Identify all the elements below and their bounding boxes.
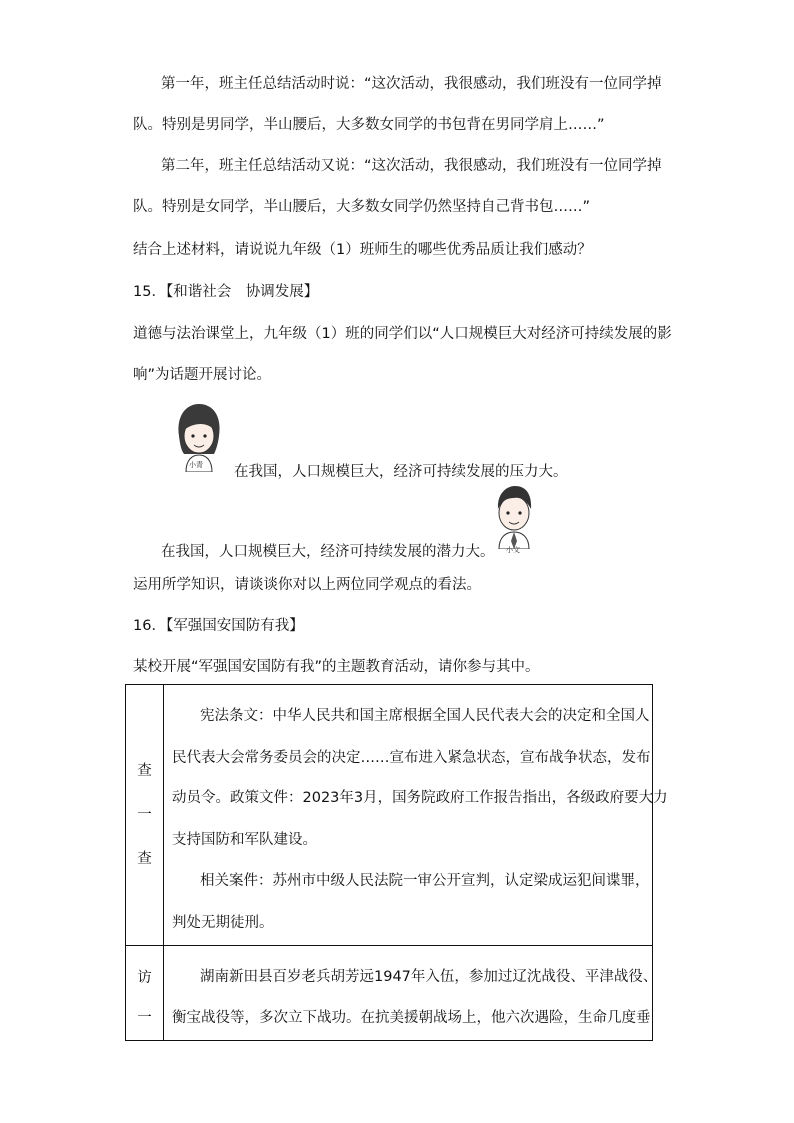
row-content-visit [164, 946, 658, 1041]
row-header-check [126, 685, 164, 946]
question-15-title: 15．【和谐社会 协调发展】 [133, 284, 319, 300]
header-char: 查 [137, 763, 152, 779]
paragraph-line: 某校开展“军强国安国防有我”的主题教育活动，请你参与其中。 [133, 659, 540, 675]
boy-student-illustration [487, 483, 541, 549]
paragraph-line: 响”为话题开展讨论。 [133, 367, 272, 383]
question-prompt: 运用所学知识，请谈谈你对以上两位同学观点的看法。 [133, 577, 481, 593]
question-16-title: 16．【军强国安国防有我】 [133, 618, 304, 634]
header-char: 查 [137, 851, 152, 867]
question-prompt: 结合上述材料，请说说九年级（1）班师生的哪些优秀品质让我们感动？ [133, 242, 592, 258]
cell-line: 衡宝战役等，多次立下战功。在抗美援朝战场上，他六次遇险，生命几度垂 [172, 1010, 651, 1026]
activity-table [125, 684, 668, 1041]
table-row [126, 946, 653, 1041]
paragraph-line: 队。特别是男同学，半山腰后，大多数女同学的书包背在男同学肩上……” [133, 117, 605, 133]
cell-line: 相关案件：苏州市中级人民法院一审公开宣判，认定梁成运犯间谍罪， [200, 873, 650, 889]
header-char: 访 [137, 970, 152, 986]
row-content-check [164, 685, 668, 946]
paragraph-line: 道德与法治课堂上，九年级（1）班的同学们以“人口规模巨大对经济可持续发展的影 [133, 326, 672, 342]
header-char: 一 [137, 1010, 152, 1026]
cell-line: 湖南新田县百岁老兵胡芳远1947年入伍，参加过辽沈战役、平津战役、 [200, 969, 658, 985]
paragraph-line: 第二年，班主任总结活动又说：“这次活动，我很感动，我们班没有一位同学掉 [161, 158, 662, 174]
boy-statement: 在我国，人口规模巨大，经济可持续发展的潜力大。 [161, 544, 495, 560]
cell-line: 民代表大会常务委员会的决定……宣布进入紧急状态，宣布战争状态，发布 [172, 750, 651, 766]
cell-line: 宪法条文：中华人民共和国主席根据全国人民代表大会的决定和全国人 [200, 708, 650, 724]
cell-line: 判处无期徒刑。 [172, 915, 274, 931]
header-char: 一 [137, 807, 152, 823]
cell-line: 支持国防和军队建设。 [172, 832, 317, 848]
table-row [126, 685, 653, 946]
row-header-visit [126, 946, 164, 1041]
girl-name-label: 小青 [189, 461, 203, 469]
paragraph-line: 队。特别是女同学，半山腰后，大多数女同学仍然坚持自己背书包……” [133, 199, 591, 215]
boy-name-label: 小文 [506, 546, 520, 554]
paragraph-line: 第一年，班主任总结活动时说：“这次活动，我很感动，我们班没有一位同学掉 [161, 76, 662, 92]
cell-line: 动员令。政策文件：2023年3月，国务院政府工作报告指出，各级政府要大力 [172, 790, 668, 806]
girl-statement: 在我国，人口规模巨大，经济可持续发展的压力大。 [234, 464, 568, 480]
